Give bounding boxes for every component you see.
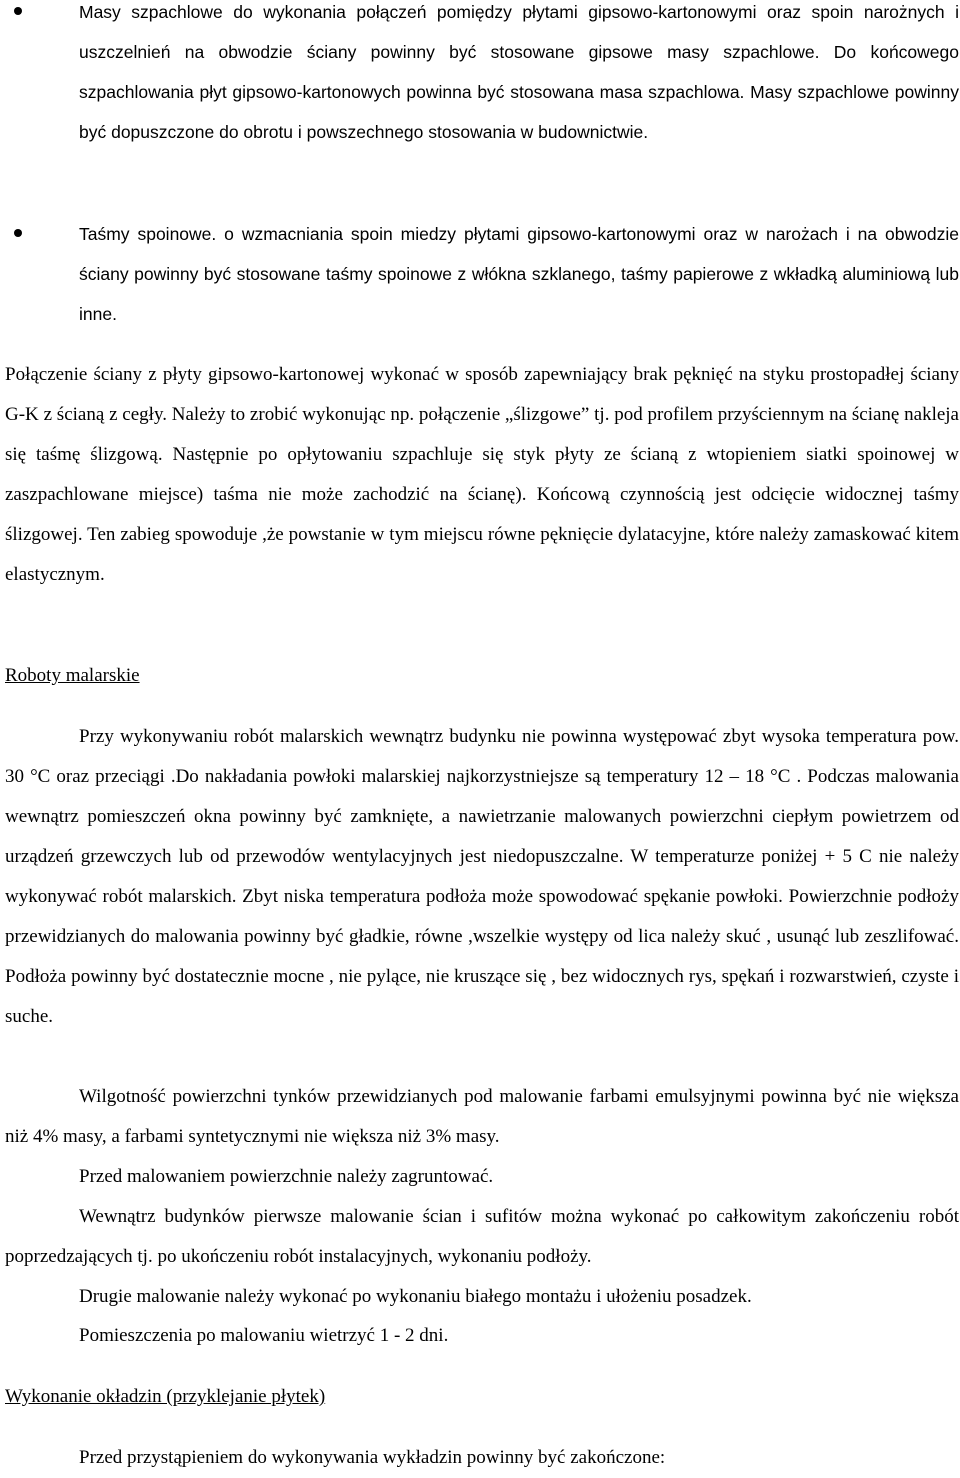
painting-paragraph-first-coat: Wewnątrz budynków pierwsze malowanie ścian i sufitów można wykonać po całkowitym zakończeniu robót poprzedzających tj. po ukończeniu robót instalacyjnych, wykonaniu podłoży. (5, 1206, 959, 1267)
bullet-item-joint-tapes (79, 214, 959, 334)
bullet-item-joint-compound (79, 0, 959, 152)
heading-tiling: Wykonanie okładzin (przyklejanie płytek) (5, 1386, 326, 1407)
painting-paragraph-moisture: Wilgotność powierzchni tynków przewidzianych pod malowanie farbami emulsyjnymi powinna być nie większa niż 4% masy, a farbami syntetycznymi nie większa niż 3% masy. (5, 1086, 959, 1147)
bullet-text: Taśmy spoinowe. o wzmacniania spoin miedzy płytami gipsowo-kartonowymi oraz w narożach i na obwodzie ściany powinny być stosowane taśmy spoinowe z włókna szklanego, taśmy papierowe z wkładką aluminiową lub inne. (79, 224, 959, 324)
painting-paragraph-ventilation: Pomieszczenia po malowaniu wietrzyć 1 - 2 dni. (79, 1325, 449, 1346)
painting-paragraph-primer: Przed malowaniem powierzchnie należy zagruntować. (79, 1166, 494, 1187)
connection-paragraph: Połączenie ściany z płyty gipsowo-kartonowej wykonać w sposób zapewniający brak pęknięć na styku prostopadłej ściany G-K z ścianą z cegły. Należy to zrobić wykonując np. połączenie „ślizgowe” tj. pod profilem przyściennym na ścianę nakleja się taśmę ślizgową. Następnie po opłytowaniu szpachluje się styk płyty ze ścianą z wtopieniem siatki spoinowej w zaszpachlowane miejsce) taśma nie może zachodzić na ścianę). Końcową czynnością jest odcięcie widocznej taśmy ślizgowej. Ten zabieg spowoduje ,że powstanie w tym miejscu równe pęknięcie dylatacyjne, które należy zamaskować kitem elastycznym. (5, 364, 959, 585)
bullet-text: Masy szpachlowe do wykonania połączeń pomiędzy płytami gipsowo-kartonowymi oraz spoin narożnych i uszczelnień na obwodzie ściany powinny być stosowane gipsowe masy szpachlowe. Do końcowego szpachlowania płyt gipsowo-kartonowych powinna być stosowana masa szpachlowa. Masy szpachlowe powinny być dopuszczone do obrotu i powszechnego stosowania w budownictwie. (79, 2, 959, 142)
tiling-intro-paragraph: Przed przystąpieniem do wykonywania wykładzin powinny być zakończone: (79, 1447, 666, 1468)
painting-paragraph-conditions: Przy wykonywaniu robót malarskich wewnątrz budynku nie powinna występować zbyt wysoka temperatura pow. 30 °C oraz przeciągi .Do nakładania powłoki malarskiej najkorzystniejsze są temperatury 12 – 18 °C . Podczas malowania wewnątrz pomieszczeń okna powinny być zamknięte, a nawietrzanie malowanych powierzchni ciepłym powietrzem od urządzeń grzewczych lub od przewodów wentylacyjnych jest niedopuszczalne. W temperaturze poniżej + 5 C nie należy wykonywać robót malarskich. Zbyt niska temperatura podłoża może spowodować spękanie powłoki. Powierzchnie podłoży przewidzianych do malowania powinny być gładkie, równe ,wszelkie występy od lica należy skuć , usunąć lub zeszlifować. Podłoża powinny być dostatecznie mocne , nie pylące, nie kruszące się , bez widocznych rys, spękań i rozwarstwień, czyste i suche. (5, 726, 959, 1027)
bullet-dot (14, 7, 22, 15)
bullet-dot (14, 229, 22, 237)
painting-paragraph-second-coat: Drugie malowanie należy wykonać po wykonaniu białego montażu i ułożeniu posadzek. (79, 1286, 752, 1307)
heading-painting-works: Roboty malarskie (5, 665, 140, 686)
